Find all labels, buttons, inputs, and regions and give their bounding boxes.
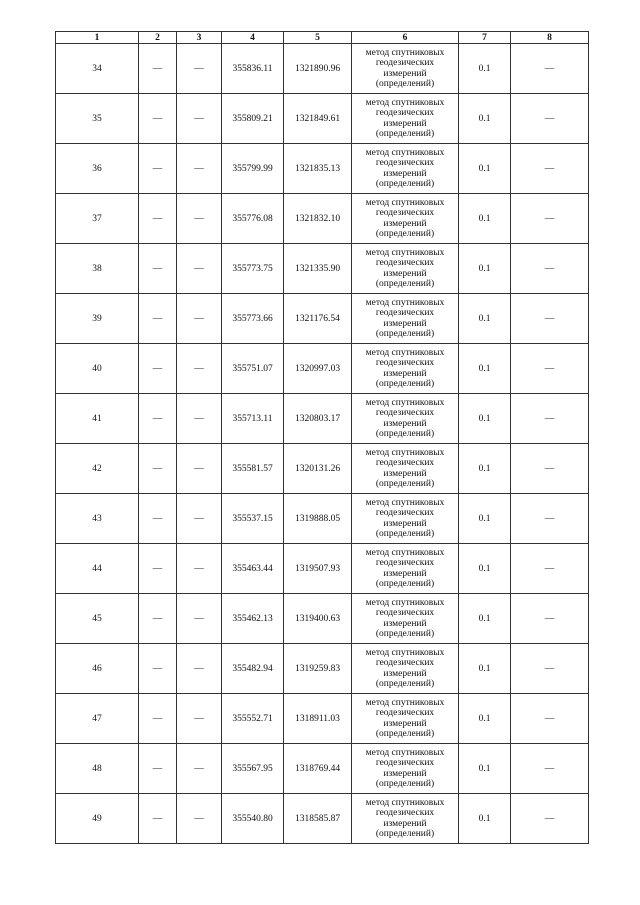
y-coordinate-cell: 1319888.05: [284, 494, 352, 544]
point-number-cell: 38: [56, 244, 139, 294]
col2-cell: —: [139, 494, 177, 544]
y-coordinate-cell: 1321890.96: [284, 44, 352, 94]
col8-cell: —: [511, 394, 589, 444]
col2-cell: —: [139, 694, 177, 744]
method-cell: метод спутниковых геодезических измерений (определений): [352, 394, 459, 444]
point-number-cell: 46: [56, 644, 139, 694]
col3-cell: —: [177, 644, 222, 694]
accuracy-cell: 0.1: [459, 544, 511, 594]
accuracy-cell: 0.1: [459, 794, 511, 844]
y-coordinate-cell: 1319400.63: [284, 594, 352, 644]
method-cell: метод спутниковых геодезических измерений (определений): [352, 94, 459, 144]
method-cell: метод спутниковых геодезических измерений (определений): [352, 294, 459, 344]
x-coordinate-cell: 355751.07: [222, 344, 284, 394]
col3-cell: —: [177, 594, 222, 644]
method-cell: метод спутниковых геодезических измерений (определений): [352, 344, 459, 394]
col3-cell: —: [177, 744, 222, 794]
table-row: [56, 344, 589, 394]
col2-cell: —: [139, 194, 177, 244]
col2-cell: —: [139, 444, 177, 494]
method-cell: метод спутниковых геодезических измерений (определений): [352, 644, 459, 694]
col2-cell: —: [139, 294, 177, 344]
point-number-cell: 44: [56, 544, 139, 594]
col3-cell: —: [177, 494, 222, 544]
col3-cell: —: [177, 394, 222, 444]
col3-cell: —: [177, 44, 222, 94]
x-coordinate-cell: 355773.66: [222, 294, 284, 344]
header-cell: 7: [459, 32, 511, 44]
accuracy-cell: 0.1: [459, 594, 511, 644]
x-coordinate-cell: 355581.57: [222, 444, 284, 494]
point-number-cell: 42: [56, 444, 139, 494]
method-cell: метод спутниковых геодезических измерений (определений): [352, 794, 459, 844]
x-coordinate-cell: 355567.95: [222, 744, 284, 794]
header-cell: 5: [284, 32, 352, 44]
col2-cell: —: [139, 594, 177, 644]
point-number-cell: 40: [56, 344, 139, 394]
accuracy-cell: 0.1: [459, 394, 511, 444]
col8-cell: —: [511, 494, 589, 544]
y-coordinate-cell: 1321335.90: [284, 244, 352, 294]
y-coordinate-cell: 1321832.10: [284, 194, 352, 244]
y-coordinate-cell: 1319507.93: [284, 544, 352, 594]
col2-cell: —: [139, 644, 177, 694]
col8-cell: —: [511, 744, 589, 794]
method-cell: метод спутниковых геодезических измерений (определений): [352, 44, 459, 94]
method-cell: метод спутниковых геодезических измерений (определений): [352, 594, 459, 644]
accuracy-cell: 0.1: [459, 194, 511, 244]
table-row: [56, 594, 589, 644]
coordinates-table: [55, 31, 589, 844]
method-cell: метод спутниковых геодезических измерений (определений): [352, 544, 459, 594]
accuracy-cell: 0.1: [459, 744, 511, 794]
col3-cell: —: [177, 544, 222, 594]
col2-cell: —: [139, 544, 177, 594]
col2-cell: —: [139, 94, 177, 144]
table-row: [56, 244, 589, 294]
table-row: [56, 694, 589, 744]
y-coordinate-cell: 1320803.17: [284, 394, 352, 444]
col8-cell: —: [511, 544, 589, 594]
accuracy-cell: 0.1: [459, 144, 511, 194]
point-number-cell: 37: [56, 194, 139, 244]
header-cell: 8: [511, 32, 589, 44]
y-coordinate-cell: 1320997.03: [284, 344, 352, 394]
col3-cell: —: [177, 444, 222, 494]
y-coordinate-cell: 1321849.61: [284, 94, 352, 144]
accuracy-cell: 0.1: [459, 244, 511, 294]
x-coordinate-cell: 355799.99: [222, 144, 284, 194]
document-page: [55, 31, 588, 844]
header-row: [56, 32, 589, 44]
table-row: [56, 644, 589, 694]
col8-cell: —: [511, 794, 589, 844]
accuracy-cell: 0.1: [459, 44, 511, 94]
point-number-cell: 48: [56, 744, 139, 794]
header-cell: 6: [352, 32, 459, 44]
x-coordinate-cell: 355809.21: [222, 94, 284, 144]
accuracy-cell: 0.1: [459, 94, 511, 144]
header-cell: 4: [222, 32, 284, 44]
table-row: [56, 194, 589, 244]
table-row: [56, 744, 589, 794]
accuracy-cell: 0.1: [459, 694, 511, 744]
accuracy-cell: 0.1: [459, 494, 511, 544]
col8-cell: —: [511, 44, 589, 94]
col3-cell: —: [177, 194, 222, 244]
table-row: [56, 494, 589, 544]
method-cell: метод спутниковых геодезических измерений (определений): [352, 194, 459, 244]
table-row: [56, 294, 589, 344]
x-coordinate-cell: 355537.15: [222, 494, 284, 544]
point-number-cell: 39: [56, 294, 139, 344]
point-number-cell: 47: [56, 694, 139, 744]
x-coordinate-cell: 355540.80: [222, 794, 284, 844]
col2-cell: —: [139, 794, 177, 844]
col2-cell: —: [139, 344, 177, 394]
y-coordinate-cell: 1320131.26: [284, 444, 352, 494]
table-row: [56, 544, 589, 594]
x-coordinate-cell: 355776.08: [222, 194, 284, 244]
table-row: [56, 44, 589, 94]
col2-cell: —: [139, 394, 177, 444]
method-cell: метод спутниковых геодезических измерений (определений): [352, 744, 459, 794]
col3-cell: —: [177, 94, 222, 144]
point-number-cell: 41: [56, 394, 139, 444]
y-coordinate-cell: 1318769.44: [284, 744, 352, 794]
x-coordinate-cell: 355552.71: [222, 694, 284, 744]
header-cell: 1: [56, 32, 139, 44]
method-cell: метод спутниковых геодезических измерений (определений): [352, 444, 459, 494]
table-row: [56, 394, 589, 444]
x-coordinate-cell: 355836.11: [222, 44, 284, 94]
table-row: [56, 794, 589, 844]
point-number-cell: 45: [56, 594, 139, 644]
point-number-cell: 43: [56, 494, 139, 544]
col3-cell: —: [177, 244, 222, 294]
col2-cell: —: [139, 44, 177, 94]
col2-cell: —: [139, 244, 177, 294]
col8-cell: —: [511, 194, 589, 244]
col8-cell: —: [511, 444, 589, 494]
y-coordinate-cell: 1318585.87: [284, 794, 352, 844]
col3-cell: —: [177, 694, 222, 744]
table-row: [56, 144, 589, 194]
accuracy-cell: 0.1: [459, 294, 511, 344]
method-cell: метод спутниковых геодезических измерений (определений): [352, 494, 459, 544]
col8-cell: —: [511, 694, 589, 744]
x-coordinate-cell: 355773.75: [222, 244, 284, 294]
accuracy-cell: 0.1: [459, 644, 511, 694]
col3-cell: —: [177, 144, 222, 194]
y-coordinate-cell: 1321176.54: [284, 294, 352, 344]
col2-cell: —: [139, 744, 177, 794]
x-coordinate-cell: 355482.94: [222, 644, 284, 694]
method-cell: метод спутниковых геодезических измерений (определений): [352, 694, 459, 744]
accuracy-cell: 0.1: [459, 344, 511, 394]
col8-cell: —: [511, 144, 589, 194]
y-coordinate-cell: 1318911.03: [284, 694, 352, 744]
col8-cell: —: [511, 594, 589, 644]
col3-cell: —: [177, 294, 222, 344]
point-number-cell: 36: [56, 144, 139, 194]
col3-cell: —: [177, 794, 222, 844]
table-body: [56, 44, 589, 844]
x-coordinate-cell: 355713.11: [222, 394, 284, 444]
x-coordinate-cell: 355463.44: [222, 544, 284, 594]
header-cell: 3: [177, 32, 222, 44]
method-cell: метод спутниковых геодезических измерений (определений): [352, 244, 459, 294]
table-row: [56, 444, 589, 494]
col8-cell: —: [511, 644, 589, 694]
y-coordinate-cell: 1321835.13: [284, 144, 352, 194]
col3-cell: —: [177, 344, 222, 394]
point-number-cell: 34: [56, 44, 139, 94]
col2-cell: —: [139, 144, 177, 194]
point-number-cell: 35: [56, 94, 139, 144]
header-cell: 2: [139, 32, 177, 44]
y-coordinate-cell: 1319259.83: [284, 644, 352, 694]
col8-cell: —: [511, 94, 589, 144]
x-coordinate-cell: 355462.13: [222, 594, 284, 644]
col8-cell: —: [511, 344, 589, 394]
table-row: [56, 94, 589, 144]
accuracy-cell: 0.1: [459, 444, 511, 494]
point-number-cell: 49: [56, 794, 139, 844]
method-cell: метод спутниковых геодезических измерений (определений): [352, 144, 459, 194]
col8-cell: —: [511, 294, 589, 344]
col8-cell: —: [511, 244, 589, 294]
